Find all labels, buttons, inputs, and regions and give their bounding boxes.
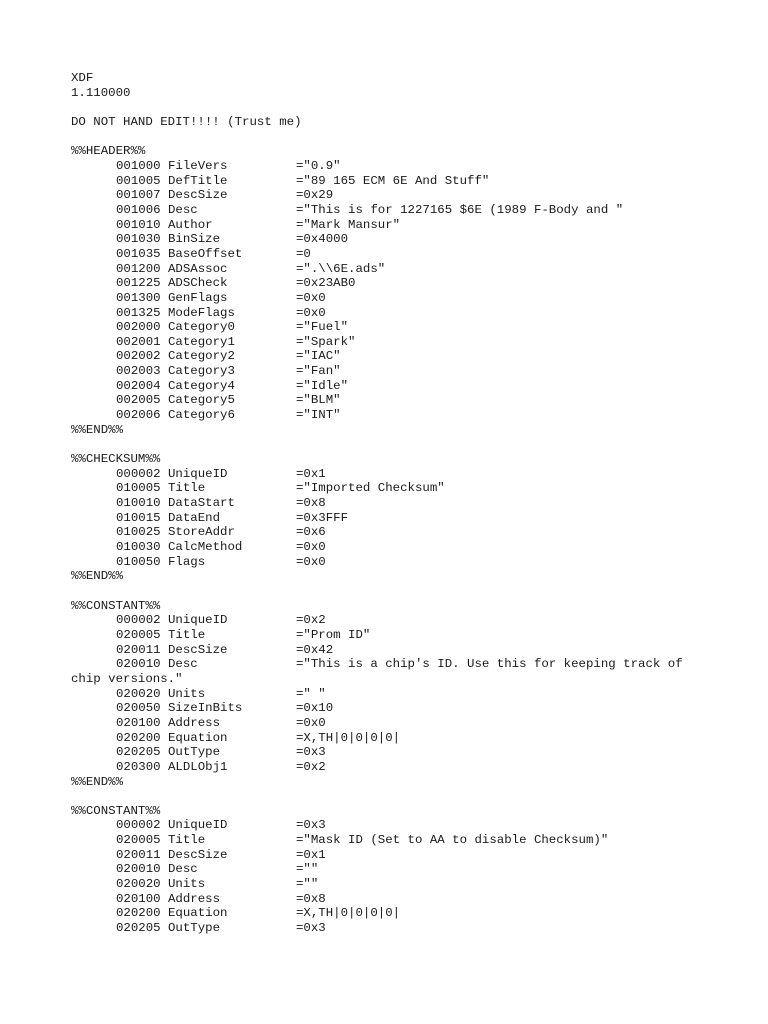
field-code: 020050	[116, 701, 161, 716]
field-row	[71, 481, 731, 496]
field-value: ="Fan"	[296, 364, 341, 379]
field-name: Desc	[168, 202, 198, 217]
field-name: ALDLObj1	[168, 759, 228, 774]
section-close-marker: %%END%%	[71, 422, 124, 437]
field-code: 020200	[116, 730, 161, 745]
field-name: GenFlags	[168, 290, 228, 305]
field-value: =0x3	[296, 921, 326, 936]
field-code: 020005	[116, 627, 161, 642]
field-name: OutType	[168, 921, 221, 936]
field-row	[71, 349, 731, 364]
section-open-marker: %%HEADER%%	[71, 144, 146, 159]
field-row	[71, 818, 731, 833]
field-code: 010010	[116, 496, 161, 511]
field-row	[71, 364, 731, 379]
field-row	[71, 218, 731, 233]
field-name: CalcMethod	[168, 540, 243, 554]
field-name: BinSize	[168, 232, 221, 247]
field-code: 001000	[116, 158, 161, 173]
field-code: 002005	[116, 393, 161, 408]
field-code: 020010	[116, 862, 161, 877]
field-value: =0	[296, 246, 311, 261]
field-code: 020020	[116, 686, 161, 701]
field-name: ADSAssoc	[168, 261, 228, 276]
field-code: 020205	[116, 745, 161, 760]
field-row	[71, 262, 731, 277]
field-value: =0x1	[296, 847, 326, 862]
field-row	[71, 320, 731, 335]
field-row	[71, 613, 731, 628]
field-code: 020205	[116, 921, 161, 936]
field-code: 001300	[116, 290, 161, 305]
field-code: 020100	[116, 715, 161, 730]
field-code: 010030	[116, 540, 161, 554]
field-name: UniqueID	[168, 613, 228, 628]
field-name: Category2	[168, 349, 235, 364]
field-value: ="Mask ID (Set to AA to disable Checksum)"	[296, 833, 609, 848]
field-row	[71, 203, 731, 218]
field-row	[71, 540, 731, 555]
field-value-continuation: chip versions."	[71, 671, 183, 686]
field-row	[71, 525, 731, 540]
field-name: FileVers	[168, 158, 228, 173]
field-value: =0x42	[296, 642, 334, 657]
section-open-marker: %%CONSTANT%%	[71, 598, 161, 613]
field-value: ="Idle"	[296, 378, 349, 393]
field-name: DescSize	[168, 642, 228, 657]
field-row	[71, 276, 731, 291]
field-row	[71, 306, 731, 321]
field-code: 001030	[116, 232, 161, 247]
field-name: BaseOffset	[168, 246, 243, 261]
field-row	[71, 848, 731, 863]
field-value: =0x4000	[296, 232, 349, 247]
field-code: 001035	[116, 246, 161, 261]
field-value: =0x2	[296, 613, 326, 628]
field-name: Address	[168, 891, 221, 906]
field-value: =".\\6E.ads"	[296, 261, 386, 276]
field-row	[71, 188, 731, 203]
field-name: ADSCheck	[168, 276, 228, 291]
field-value: ="89 165 ECM 6E And Stuff"	[296, 173, 490, 188]
section-close-marker: %%END%%	[71, 569, 124, 584]
section-open-marker: %%CHECKSUM%%	[71, 452, 161, 467]
field-row	[71, 232, 731, 247]
field-value: =0x2	[296, 759, 326, 774]
field-value: =0x8	[296, 496, 326, 511]
field-row	[71, 877, 731, 892]
field-code: 001007	[116, 188, 161, 203]
blank-line	[71, 789, 731, 804]
field-value: =X,TH|0|0|0|0|	[296, 730, 401, 745]
field-name: Equation	[168, 730, 228, 745]
sections-container	[71, 144, 731, 935]
field-name: OutType	[168, 745, 221, 760]
field-row	[71, 555, 731, 570]
field-value: ="0.9"	[296, 158, 341, 173]
field-name: SizeInBits	[168, 701, 243, 716]
field-name: Title	[168, 627, 206, 642]
field-name: Category4	[168, 378, 235, 393]
field-code: 010015	[116, 510, 161, 525]
field-value: =0x3	[296, 818, 326, 833]
field-row	[71, 291, 731, 306]
field-value: =0x23AB0	[296, 276, 356, 291]
field-code: 000002	[116, 466, 161, 481]
field-value: ="Prom ID"	[296, 627, 371, 642]
field-value: =0x0	[296, 715, 326, 730]
field-name: Units	[168, 686, 206, 701]
field-value: ="Imported Checksum"	[296, 481, 445, 496]
field-row	[71, 906, 731, 921]
field-name: StoreAddr	[168, 525, 235, 540]
field-name: Address	[168, 715, 221, 730]
field-row	[71, 716, 731, 731]
field-code: 002000	[116, 320, 161, 335]
field-value: =0x8	[296, 891, 326, 906]
field-name: Flags	[168, 554, 206, 569]
field-row	[71, 921, 731, 936]
field-code: 002004	[116, 378, 161, 393]
field-row	[71, 833, 731, 848]
blank-line	[71, 130, 731, 145]
field-value: =0x6	[296, 525, 326, 540]
field-row	[71, 335, 731, 350]
field-row	[71, 892, 731, 907]
field-value: =0x1	[296, 466, 326, 481]
field-value: ="Spark"	[296, 334, 356, 349]
field-name: Equation	[168, 906, 228, 921]
field-row	[71, 701, 731, 716]
xdf-document	[71, 71, 731, 936]
field-value: =X,TH|0|0|0|0|	[296, 906, 401, 921]
field-row	[71, 174, 731, 189]
field-name: Category5	[168, 393, 235, 408]
field-name: Desc	[168, 862, 198, 877]
field-row	[71, 467, 731, 482]
field-name: DataEnd	[168, 510, 221, 525]
field-code: 020011	[116, 642, 161, 657]
field-row	[71, 511, 731, 526]
field-code: 020010	[116, 657, 161, 672]
field-value: =0x0	[296, 540, 326, 554]
field-code: 020300	[116, 759, 161, 774]
field-name: DescSize	[168, 847, 228, 862]
field-value: =0x10	[296, 701, 334, 716]
field-row	[71, 408, 731, 423]
field-value: =0x0	[296, 554, 326, 569]
field-code: 002002	[116, 349, 161, 364]
field-row	[71, 393, 731, 408]
field-row	[71, 862, 731, 877]
field-value: ="BLM"	[296, 393, 341, 408]
field-name: Units	[168, 877, 206, 892]
section-open-marker: %%CONSTANT%%	[71, 803, 161, 818]
blank-line	[71, 584, 731, 599]
field-name: Author	[168, 217, 213, 232]
field-code: 001005	[116, 173, 161, 188]
version-line: 1.110000	[71, 85, 131, 100]
field-name: DataStart	[168, 496, 235, 511]
field-code: 020020	[116, 877, 161, 892]
field-value: =""	[296, 862, 319, 877]
field-value: =0x3	[296, 745, 326, 760]
field-row	[71, 379, 731, 394]
field-code: 020100	[116, 891, 161, 906]
field-code: 001006	[116, 202, 161, 217]
field-name: Title	[168, 481, 206, 496]
field-row	[71, 760, 731, 775]
field-value: =""	[296, 877, 319, 892]
field-value: ="Mark Mansur"	[296, 217, 401, 232]
field-code: 010025	[116, 525, 161, 540]
field-row	[71, 657, 731, 672]
field-name: UniqueID	[168, 818, 228, 833]
section-close-marker: %%END%%	[71, 774, 124, 789]
field-row	[71, 643, 731, 658]
field-code: 002003	[116, 364, 161, 379]
field-name: Category1	[168, 334, 235, 349]
field-code: 020200	[116, 906, 161, 921]
field-code: 002006	[116, 408, 161, 423]
blank-line	[71, 100, 731, 115]
field-code: 020011	[116, 847, 161, 862]
field-name: Category3	[168, 364, 235, 379]
field-value: =" "	[296, 686, 326, 701]
field-name: Category6	[168, 408, 235, 423]
field-code: 010050	[116, 554, 161, 569]
field-code: 000002	[116, 818, 161, 833]
field-name: ModeFlags	[168, 305, 235, 320]
field-name: DescSize	[168, 188, 228, 203]
field-row	[71, 247, 731, 262]
field-name: UniqueID	[168, 466, 228, 481]
field-value: ="This is a chip's ID. Use this for keeping track of	[296, 657, 683, 672]
field-value: =0x3FFF	[296, 510, 349, 525]
field-value: ="Fuel"	[296, 320, 349, 335]
field-row	[71, 731, 731, 746]
field-value: ="This is for 1227165 $6E (1989 F-Body and "	[296, 202, 624, 217]
field-code: 010005	[116, 481, 161, 496]
field-value: ="IAC"	[296, 349, 341, 364]
field-name: Desc	[168, 657, 198, 672]
field-value: =0x0	[296, 290, 326, 305]
field-row	[71, 745, 731, 760]
field-code: 001325	[116, 305, 161, 320]
field-code: 001010	[116, 217, 161, 232]
field-name: Category0	[168, 320, 235, 335]
field-value: =0x0	[296, 305, 326, 320]
field-row	[71, 159, 731, 174]
field-value: =0x29	[296, 188, 334, 203]
field-code: 000002	[116, 613, 161, 628]
warning-line: DO NOT HAND EDIT!!!! (Trust me)	[71, 114, 302, 129]
field-code: 020005	[116, 833, 161, 848]
field-value: ="INT"	[296, 408, 341, 423]
field-name: Title	[168, 833, 206, 848]
field-name: DefTitle	[168, 173, 228, 188]
format-line: XDF	[71, 71, 94, 85]
field-code: 001225	[116, 276, 161, 291]
field-code: 001200	[116, 261, 161, 276]
field-row	[71, 628, 731, 643]
field-code: 002001	[116, 334, 161, 349]
field-row	[71, 496, 731, 511]
blank-line	[71, 437, 731, 452]
field-row	[71, 687, 731, 702]
